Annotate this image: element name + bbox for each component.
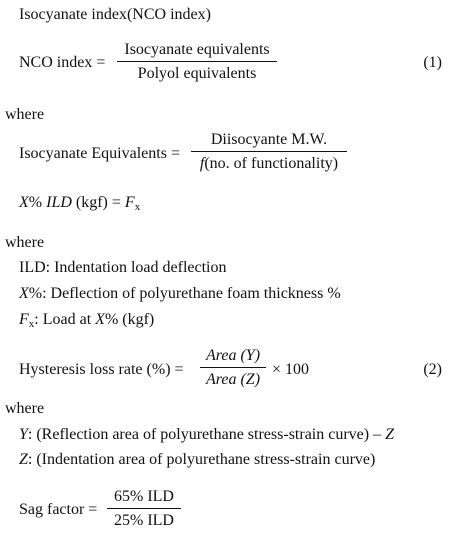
definition-y: Y: (Reflection area of polyurethane stress-strain curve) – Z (19, 426, 394, 443)
eq2-number: (2) (423, 361, 442, 378)
fraction-bar (117, 61, 277, 62)
definition-z: Z: (Indentation area of polyurethane stress-strain curve) (19, 451, 376, 468)
eq1-fraction (117, 41, 277, 83)
where-label-1: where (5, 106, 45, 123)
fraction-bar (107, 508, 181, 509)
sag-lhs: Sag factor = (19, 501, 98, 518)
eq2-fraction (200, 347, 266, 389)
eq1-numerator: Isocyanate equivalents (124, 41, 270, 58)
iso-eq-lhs: Isocyanate Equivalents = (19, 145, 180, 162)
definition-fx: $F_x$: Load at X% (kgf) (19, 311, 155, 330)
ild-equation: X% ILD $(kgf) = F_x$ (19, 194, 141, 213)
sag-denominator: 25% ILD (114, 512, 174, 529)
fraction-bar (200, 367, 266, 368)
iso-eq-fraction (191, 131, 347, 173)
iso-eq-numerator: Diisocyante M.W. (210, 131, 328, 148)
fraction-bar (191, 151, 347, 152)
eq1-lhs: NCO index = (19, 54, 106, 71)
where-label-2: where (5, 234, 45, 251)
sag-fraction (107, 488, 181, 530)
eq1-number: (1) (423, 54, 442, 71)
eq1-denominator: Polyol equivalents (137, 65, 257, 82)
eq2-denominator: Area (Z) (205, 371, 261, 388)
definition-ild: ILD: Indentation load deflection (19, 259, 227, 276)
sag-numerator: 65% ILD (114, 488, 174, 505)
section-heading: Isocyanate index(NCO index) (19, 6, 211, 23)
eq2-lhs: Hysteresis loss rate (%) = (19, 361, 184, 378)
where-label-3: where (5, 400, 45, 417)
eq2-numerator: Area (Y) (205, 347, 261, 364)
eq2-multiplier: × 100 (272, 361, 310, 378)
iso-eq-denominator: f(no. of functionality) (199, 155, 339, 172)
definition-xpct: X%: Deflection of polyurethane foam thickness % (19, 285, 341, 302)
